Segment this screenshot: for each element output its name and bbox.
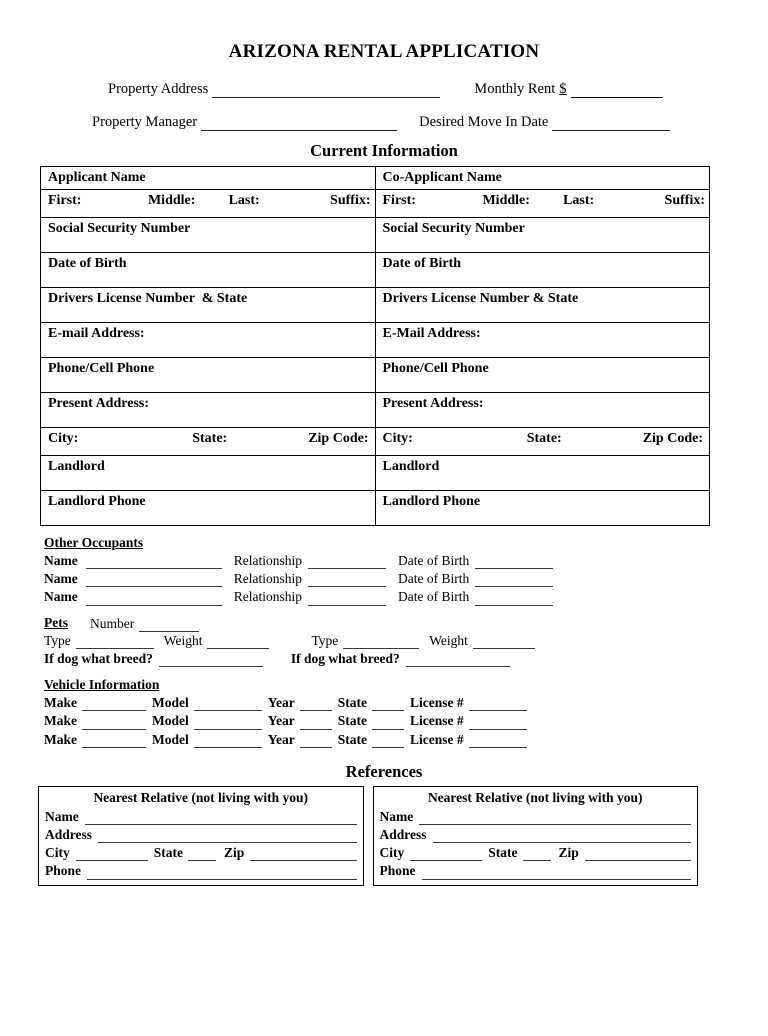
- pet2-type-label: Type: [311, 632, 339, 648]
- section-title-references: References: [345, 762, 423, 782]
- pet1-breed-label: If dog what breed?: [44, 650, 153, 666]
- cell-applicant-phone[interactable]: Phone/Cell Phone: [41, 357, 376, 392]
- vehicle-make-label: Make: [44, 713, 77, 729]
- reference-state-label: State: [153, 845, 183, 861]
- other-occupant-row: [44, 552, 768, 569]
- coapplicant-zip-label: Zip Code:: [642, 430, 703, 446]
- cell-coapplicant-landlord-phone[interactable]: Landlord Phone: [375, 490, 710, 525]
- occupant-dob-label: Date of Birth: [398, 571, 470, 587]
- reference-state-label: State: [488, 845, 518, 861]
- reference-address-input[interactable]: [433, 831, 691, 843]
- occupant-name-label: Name: [44, 552, 78, 568]
- vehicle-state-label: State: [337, 695, 367, 711]
- occupant-relationship-input[interactable]: [308, 557, 386, 569]
- table-row-applicant-name: [41, 166, 710, 189]
- reference-name-input[interactable]: [419, 813, 691, 825]
- vehicle-information-heading: Vehicle Information: [44, 677, 160, 693]
- pet1-breed-input[interactable]: [159, 655, 263, 667]
- table-row-email: [41, 322, 710, 357]
- vehicle-row: [44, 731, 768, 748]
- cell-applicant-drivers-license[interactable]: Drivers License Number & State: [41, 287, 376, 322]
- vehicle-row: [44, 694, 768, 711]
- table-row-phone: [41, 357, 710, 392]
- reference-address-input[interactable]: [98, 831, 356, 843]
- reference-city-state-zip-row: [45, 844, 357, 861]
- reference-name-label: Name: [379, 808, 414, 824]
- vehicle-year-input[interactable]: [300, 736, 332, 748]
- cell-coapplicant-email[interactable]: E-Mail Address:: [375, 322, 710, 357]
- reference-address-label: Address: [45, 826, 93, 842]
- pet1-type-input[interactable]: [76, 637, 154, 649]
- occupant-relationship-label: Relationship: [233, 571, 302, 587]
- applicant-last-label: Last:: [228, 192, 260, 208]
- pets-heading: Pets: [44, 614, 68, 630]
- vehicle-year-label: Year: [267, 713, 295, 729]
- occupant-dob-label: Date of Birth: [398, 589, 470, 605]
- pets-section: [44, 615, 768, 668]
- occupant-dob-label: Date of Birth: [398, 552, 470, 568]
- reference-phone-row: [45, 862, 357, 879]
- pets-breed-row: [44, 650, 768, 667]
- reference-city-label: City: [45, 845, 70, 861]
- vehicle-year-input[interactable]: [300, 699, 332, 711]
- cell-applicant-present-address[interactable]: Present Address:: [41, 392, 376, 427]
- occupant-dob-input[interactable]: [475, 557, 553, 569]
- occupant-relationship-input[interactable]: [308, 575, 386, 587]
- reference-phone-label: Phone: [379, 863, 416, 879]
- other-occupant-row: [44, 588, 768, 605]
- rental-application-page: [0, 42, 768, 1036]
- pet1-weight-label: Weight: [163, 632, 203, 648]
- reference-zip-label: Zip: [558, 845, 579, 861]
- occupant-relationship-label: Relationship: [233, 552, 302, 568]
- vehicle-year-input[interactable]: [300, 718, 332, 730]
- property-address-input[interactable]: [212, 85, 440, 98]
- cell-applicant-name-header: Applicant Name: [41, 166, 376, 189]
- monthly-rent-currency-symbol: $: [559, 80, 567, 97]
- cell-applicant-landlord-phone[interactable]: Landlord Phone: [41, 490, 376, 525]
- pets-number-input[interactable]: [139, 620, 199, 632]
- header-row-property-manager: [0, 114, 768, 131]
- cell-coapplicant-city-state-zip: [375, 427, 710, 455]
- table-row-name-parts: [41, 189, 710, 217]
- occupant-dob-input[interactable]: [475, 594, 553, 606]
- coapplicant-suffix-label: Suffix:: [664, 192, 705, 208]
- cell-coapplicant-landlord[interactable]: Landlord: [375, 455, 710, 490]
- applicant-first-label: First:: [48, 192, 82, 208]
- reference-address-row: [45, 826, 357, 843]
- reference-name-row: [45, 808, 357, 825]
- cell-coapplicant-name-header: Co-Applicant Name: [375, 166, 710, 189]
- vehicle-model-label: Model: [152, 695, 189, 711]
- reference-zip-input[interactable]: [585, 849, 691, 861]
- reference-name-input[interactable]: [85, 813, 357, 825]
- vehicle-model-input[interactable]: [194, 699, 262, 711]
- other-occupants-heading: Other Occupants: [44, 534, 144, 550]
- vehicle-make-label: Make: [44, 731, 77, 747]
- coapplicant-city-label: City:: [382, 430, 413, 446]
- vehicle-information-section: [44, 668, 768, 748]
- pet2-breed-input[interactable]: [406, 655, 510, 667]
- reference-address-row: [380, 826, 692, 843]
- pets-heading-row: [44, 615, 768, 632]
- coapplicant-middle-label: Middle:: [482, 192, 530, 208]
- occupant-dob-input[interactable]: [475, 575, 553, 587]
- table-row-landlord: [41, 455, 710, 490]
- section-title-current-information: Current Information: [310, 140, 458, 160]
- pet1-type-label: Type: [44, 632, 71, 648]
- reference-city-input[interactable]: [410, 849, 482, 861]
- vehicle-make-input[interactable]: [82, 736, 146, 748]
- vehicle-state-label: State: [337, 731, 367, 747]
- reference-name-label: Name: [45, 808, 79, 824]
- property-manager-label: Property Manager: [92, 113, 198, 130]
- coapplicant-last-label: Last:: [563, 192, 595, 208]
- reference-zip-label: Zip: [224, 845, 245, 861]
- cell-coapplicant-phone[interactable]: Phone/Cell Phone: [375, 357, 710, 392]
- occupant-name-input[interactable]: [86, 594, 222, 606]
- reference-address-label: Address: [379, 826, 427, 842]
- reference-zip-input[interactable]: [250, 849, 356, 861]
- vehicle-license-input[interactable]: [469, 736, 527, 748]
- cell-applicant-name-parts: [41, 189, 376, 217]
- pet2-weight-label: Weight: [429, 632, 468, 648]
- vehicle-state-input[interactable]: [372, 736, 404, 748]
- reference-city-state-zip-row: [380, 844, 692, 861]
- applicant-middle-label: Middle:: [147, 192, 196, 208]
- occupant-relationship-label: Relationship: [233, 589, 302, 605]
- vehicle-year-label: Year: [267, 731, 295, 747]
- reference-city-label: City: [379, 845, 405, 861]
- applicant-city-label: City:: [48, 430, 79, 446]
- vehicle-model-input[interactable]: [194, 718, 262, 730]
- cell-coapplicant-drivers-license[interactable]: Drivers License Number & State: [375, 287, 710, 322]
- vehicle-model-label: Model: [152, 731, 189, 747]
- occupant-relationship-input[interactable]: [308, 594, 386, 606]
- coapplicant-state-label: State:: [526, 430, 562, 446]
- pet2-breed-label: If dog what breed?: [290, 650, 400, 666]
- vehicle-make-label: Make: [44, 695, 77, 711]
- cell-coapplicant-ssn[interactable]: Social Security Number: [375, 217, 710, 252]
- applicant-state-label: State:: [192, 430, 228, 446]
- coapplicant-first-label: First:: [382, 192, 416, 208]
- reference-phone-label: Phone: [45, 863, 82, 879]
- reference-phone-row: [380, 862, 692, 879]
- property-address-label: Property Address: [108, 80, 209, 97]
- reference-state-input[interactable]: [523, 849, 551, 861]
- references-section: [38, 786, 698, 886]
- reference-box-secondary: [373, 786, 699, 886]
- table-row-drivers-license: [41, 287, 710, 322]
- desired-move-in-date-label: Desired Move In Date: [419, 113, 549, 130]
- applicant-zip-label: Zip Code:: [308, 430, 369, 446]
- reference-name-row: [380, 808, 692, 825]
- reference-box-primary: [38, 786, 364, 886]
- cell-applicant-ssn[interactable]: Social Security Number: [41, 217, 376, 252]
- reference-state-input[interactable]: [188, 849, 216, 861]
- current-information-table: [40, 166, 710, 526]
- page-title: ARIZONA RENTAL APPLICATION: [228, 41, 540, 62]
- vehicle-state-label: State: [337, 713, 367, 729]
- vehicle-license-label: License #: [410, 713, 464, 729]
- pet2-type-input[interactable]: [343, 637, 419, 649]
- cell-applicant-city-state-zip: [41, 427, 376, 455]
- header-row-property-address: [0, 81, 768, 98]
- property-manager-input[interactable]: [201, 118, 397, 131]
- vehicle-make-input[interactable]: [82, 699, 146, 711]
- table-row-landlord-phone: [41, 490, 710, 525]
- pets-number-label: Number: [90, 615, 135, 631]
- monthly-rent-label: Monthly Rent: [474, 80, 556, 97]
- pet1-weight-input[interactable]: [207, 637, 269, 649]
- vehicle-license-label: License #: [410, 731, 464, 747]
- vehicle-state-input[interactable]: [372, 718, 404, 730]
- vehicle-license-input[interactable]: [469, 699, 527, 711]
- reference-city-input[interactable]: [76, 849, 148, 861]
- table-row-present-address: [41, 392, 710, 427]
- occupant-name-label: Name: [44, 571, 78, 587]
- cell-coapplicant-name-parts: [375, 189, 710, 217]
- reference-phone-input[interactable]: [422, 868, 691, 880]
- vehicle-model-label: Model: [152, 713, 189, 729]
- applicant-suffix-label: Suffix:: [330, 192, 371, 208]
- table-row-ssn: [41, 217, 710, 252]
- cell-coapplicant-present-address[interactable]: Present Address:: [375, 392, 710, 427]
- vehicle-license-label: License #: [410, 695, 464, 711]
- reference-box-title: Nearest Relative (not living with you): [427, 790, 643, 806]
- cell-coapplicant-dob[interactable]: Date of Birth: [375, 252, 710, 287]
- occupant-name-label: Name: [44, 589, 78, 605]
- other-occupant-row: [44, 570, 768, 587]
- table-row-city-state-zip: [41, 427, 710, 455]
- reference-phone-input[interactable]: [87, 868, 356, 880]
- occupant-name-input[interactable]: [86, 575, 222, 587]
- pet2-weight-input[interactable]: [473, 637, 535, 649]
- table-row-dob: [41, 252, 710, 287]
- cell-applicant-dob[interactable]: Date of Birth: [41, 252, 376, 287]
- pets-type-weight-row: [44, 632, 768, 649]
- monthly-rent-input[interactable]: [571, 85, 663, 98]
- vehicle-model-input[interactable]: [194, 736, 262, 748]
- vehicle-state-input[interactable]: [372, 699, 404, 711]
- vehicle-row: [44, 712, 768, 729]
- vehicle-license-input[interactable]: [469, 718, 527, 730]
- occupant-name-input[interactable]: [86, 557, 222, 569]
- desired-move-in-date-input[interactable]: [552, 118, 670, 131]
- cell-applicant-landlord[interactable]: Landlord: [41, 455, 376, 490]
- vehicle-year-label: Year: [267, 695, 295, 711]
- other-occupants-section: [44, 526, 768, 606]
- vehicle-make-input[interactable]: [82, 718, 146, 730]
- cell-applicant-email[interactable]: E-mail Address:: [41, 322, 376, 357]
- reference-box-title: Nearest Relative (not living with you): [93, 790, 309, 806]
